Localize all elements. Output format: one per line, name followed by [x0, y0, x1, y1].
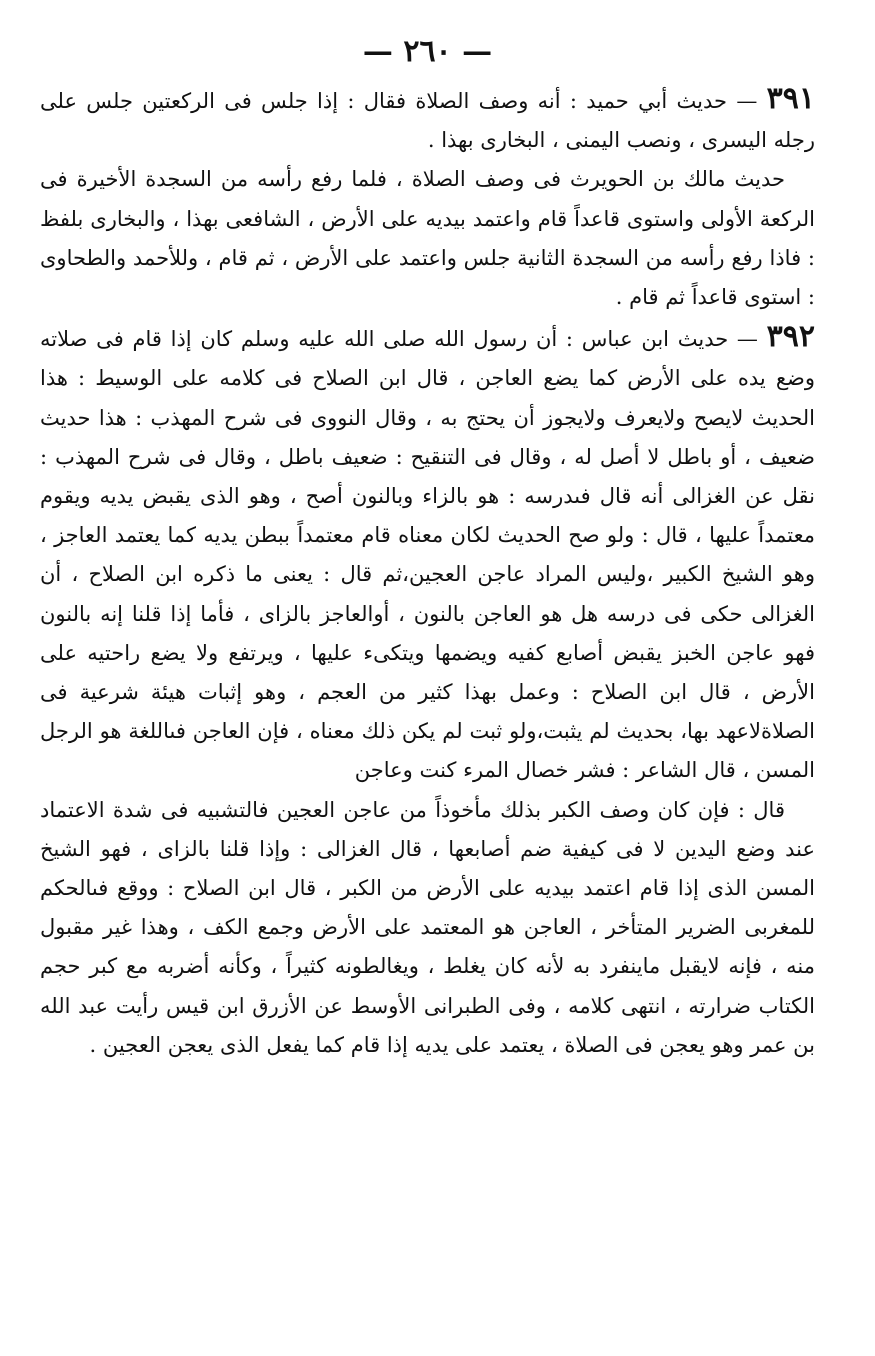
hadith-paragraph-391-continued [40, 160, 815, 317]
paragraph-text: — حديث أبي حميد : أنه وصف الصلاة فقال : إذا جلس فى الركعتين جلس على رجله اليسرى ، ونصب اليمنى ، البخارى بهذا . [40, 89, 815, 153]
paragraph-text: حديث مالك بن الحويرث فى وصف الصلاة ، فلما رفع رأسه من السجدة الأخيرة فى الركعة الأولى واستوى قاعداً قام واعتمد بيديه على الأرض ، الشافعى بهذا ، والبخارى بلفظ : فاذا رفع رأسه من السجدة الثانية جلس واعتمد على الأرض ، ثم قام ، وللأحمد والطحاوى : استوى قاعداً ثم قام . [40, 167, 815, 310]
paragraph-text: — حديث ابن عباس : أن رسول الله صلى الله عليه وسلم كان إذا قام فى صلاته وضع يده على الأرض كما يضع العاجن ، قال ابن الصلاح فى كلامه على الوسيط : هذا الحديث لايصح ولايعرف ولايجوز أن يحتج به ، وقال النووى فى شرح المهذب : هذا حديث ضعيف ، أو باطل لا أصل له ، وقال فى التنقيح : ضعيف باطل ، وقال فى شرح المهذب : نقل عن الغزالى أنه قال فىدرسه : هو بالزاء وبالنون أصح ، وهو الذى يقبض يديه ويقوم معتمداً عليها ، قال : ولو صح الحديث لكان معناه قام معتمداً ببطن يديه كما يعتمد العاجز ، وهو الشيخ الكبير ،وليس المراد عاجن العجين،ثم قال : يعنى ما ذكره ابن الصلاح ، أن الغزالى حكى فى درسه هل هو العاجن بالنون ، أوالعاجز بالزاى ، فأما إذا قلنا إنه بالنون فهو عاجن الخبز يقبض أصابع كفيه ويضمها ويتكىء عليها ، ويرتفع ولا يضع راحتيه على الأرض ، قال ابن الصلاح : وعمل بهذا كثير من العجم ، وهو إثبات هيئة شرعية فى الصلاةلاعهد بها، بحديث لم يثبت،ولو ثبت لم يكن ذلك معناه ، فإن العاجن فىاللغة هو الرجل المسن ، قال الشاعر : فشر خصال المرء كنت وعاجن [40, 327, 815, 783]
page-number: — ٢٦٠ — [362, 34, 493, 69]
hadith-paragraph-391 [40, 79, 815, 160]
hadith-paragraph-392-continued [40, 791, 815, 1065]
hadith-number: ٣٩١ [766, 81, 815, 116]
paragraph-text: قال : فإن كان وصف الكبر بذلك مأخوذاً من عاجن العجين فالتشبيه فى شدة الاعتماد عند وضع اليدين لا فى كيفية ضم أصابعها ، قال الغزالى : وإذا قلنا بالزاى ، فهو الشيخ المسن الذى إذا قام اعتمد بيديه على الأرض من الكبر ، قال ابن الصلاح : ووقع فىالحكم للمغربى الضرير المتأخر ، العاجن هو المعتمد على الأرض وجمع الكف ، وهذا غير مقبول منه ، فإنه لايقبل ماينفرد به لأنه كان يغلط ، ويغالطونه كثيراً ، وكأنه أضربه مع كبر حجم الكتاب ضرارته ، انتهى كلامه ، وفى الطبرانى الأوسط عن الأزرق ابن قيس رأيت عبد الله بن عمر وهو يعجن فى الصلاة ، يعتمد على يديه إذا قام كما يفعل الذى يعجن العجين . [40, 797, 815, 1057]
hadith-paragraph-392 [40, 317, 815, 790]
hadith-number: ٣٩٢ [766, 319, 816, 355]
